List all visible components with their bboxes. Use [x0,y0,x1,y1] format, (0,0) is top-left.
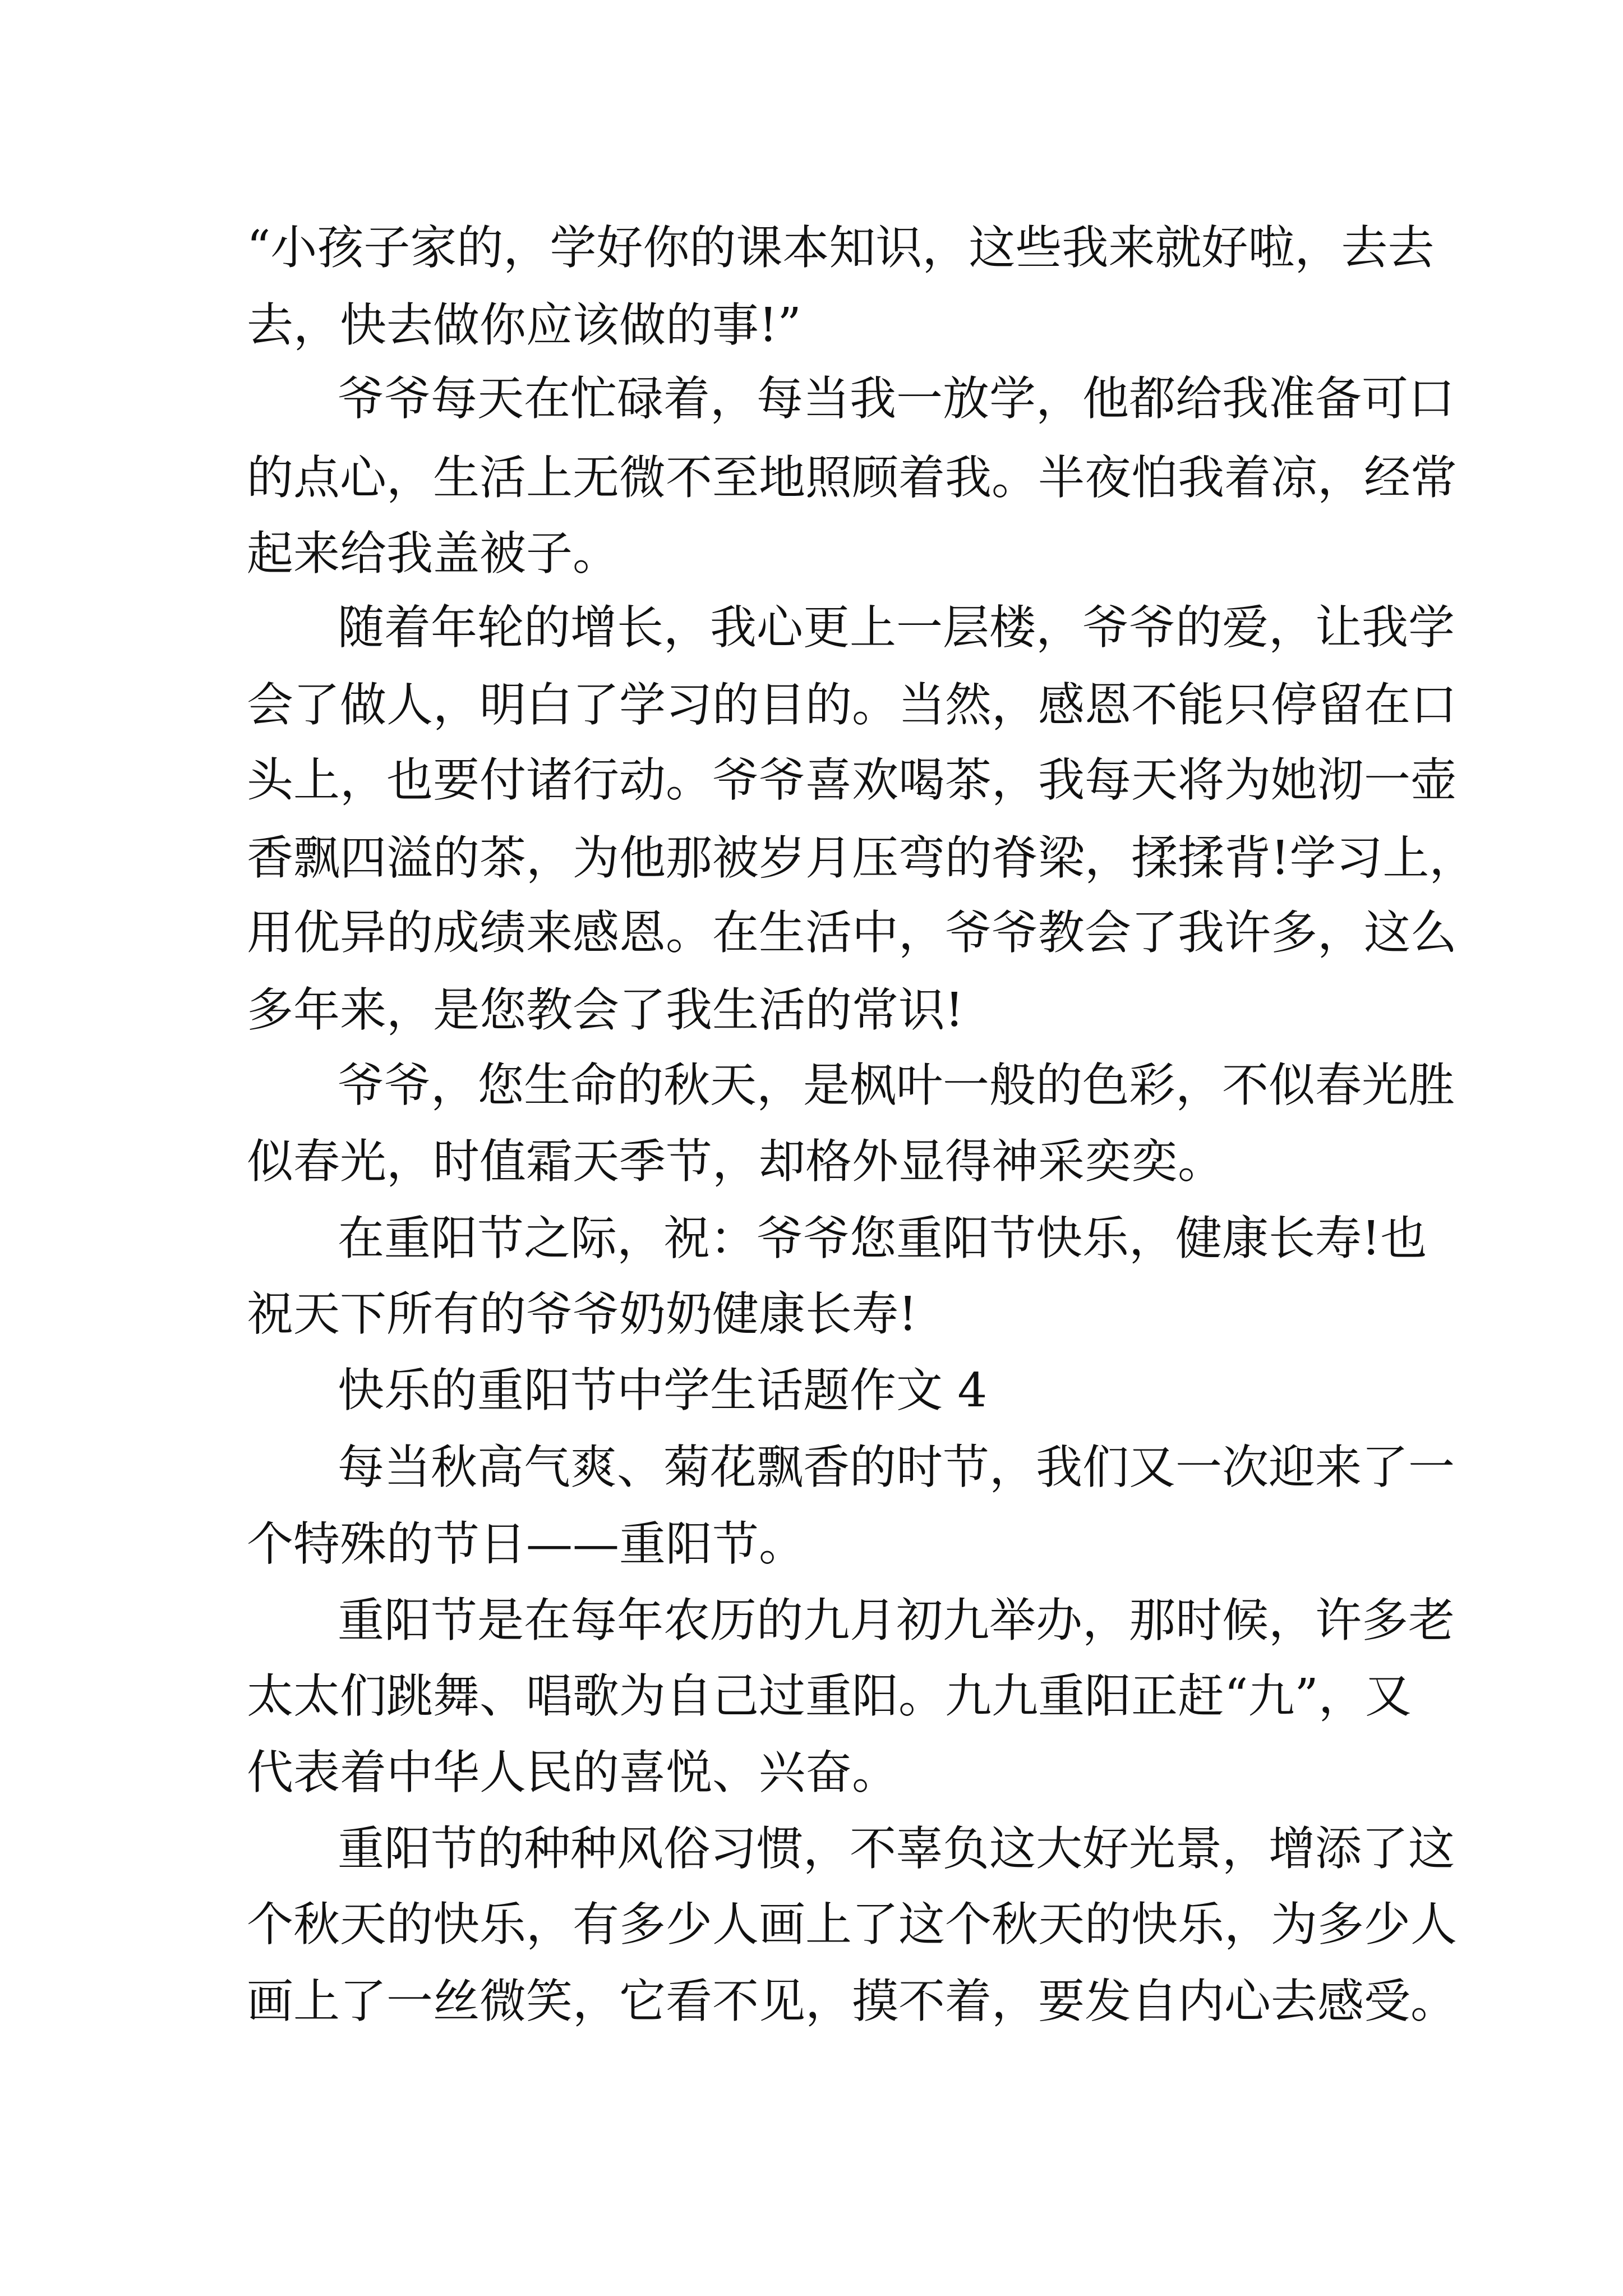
text-line: 多年来，是您教会了我生活的常识! [247,983,964,1037]
text-line: 去，快去做你应该做的事!” [247,298,801,352]
text-line: 重阳节是在每年农历的九月初九举办，那时候，许多老 [338,1593,1455,1648]
text-line: 个特殊的节日——重阳节。 [247,1517,805,1571]
text-line: 代表着中华人民的喜悦、兴奋。 [247,1745,898,1800]
text-line: 香飘四溢的茶，为他那被岁月压弯的脊梁，揉揉背!学习上， [247,831,1476,885]
text-line: 太太们跳舞、唱歌为自己过重阳。九九重阳正赶“九”，又 [247,1669,1412,1723]
text-line: 起来给我盖被子。 [247,526,619,581]
text-line: 用优异的成绩来感恩。在生活中，爷爷教会了我许多，这么 [247,905,1457,960]
text-line: 重阳节的种种风俗习惯，不辜负这大好光景，增添了这 [338,1821,1455,1876]
text-line: 祝天下所有的爷爷奶奶健康长寿! [247,1287,917,1341]
text-line: 会了做人，明白了学习的目的。当然，感恩不能只停留在口 [247,678,1457,732]
text-line: 在重阳节之际，祝：爷爷您重阳节快乐，健康长寿!也 [338,1211,1427,1266]
text-line: 爷爷，您生命的秋天，是枫叶一般的色彩，不似春光胜 [338,1058,1455,1112]
text-line: 个秋天的快乐，有多少人画上了这个秋天的快乐，为多少人 [247,1897,1457,1952]
text-line: “小孩子家的，学好你的课本知识，这些我来就好啦，去去 [247,220,1435,275]
text-line: 似春光，时值霜天季节，却格外显得神采奕奕。 [247,1134,1224,1189]
text-line: 每当秋高气爽、菊花飘香的时节，我们又一次迎来了一 [338,1440,1455,1494]
section-heading: 快乐的重阳节中学生话题作文 4 [338,1363,988,1418]
text-line: 爷爷每天在忙碌着，每当我一放学，他都给我准备可口 [338,371,1455,426]
text-line: 的点心，生活上无微不至地照顾着我。半夜怕我着凉，经常 [247,450,1457,505]
text-line: 随着年轮的增长，我心更上一层楼，爷爷的爱，让我学 [338,600,1455,655]
text-line: 画上了一丝微笑，它看不见，摸不着，要发自内心去感受。 [247,1974,1457,2028]
text-line: 头上，也要付诸行动。爷爷喜欢喝茶，我每天将为她沏一壶 [247,753,1457,807]
